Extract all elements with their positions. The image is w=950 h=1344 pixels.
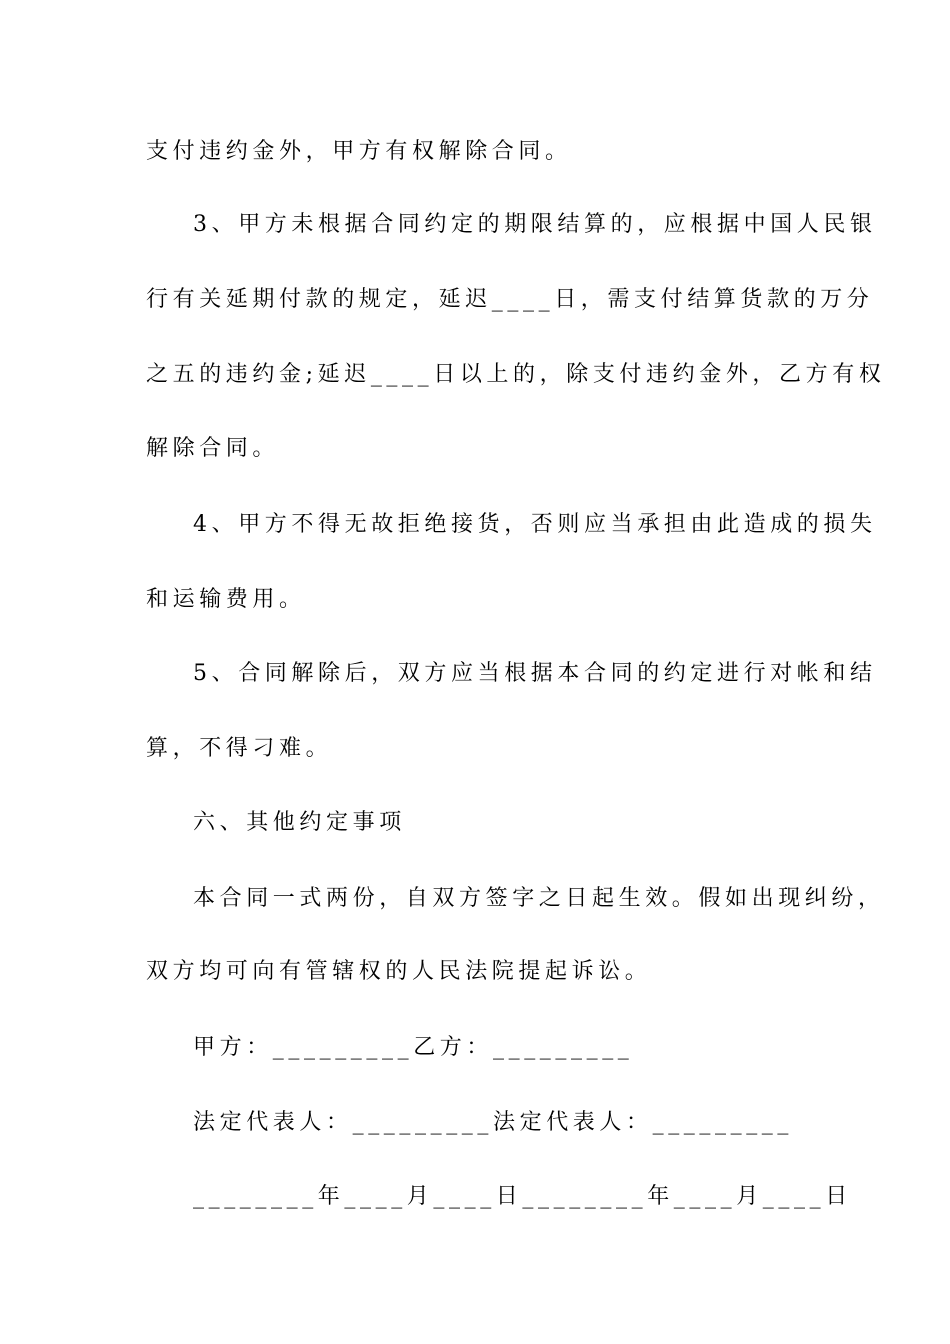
text-line-12: 双方均可向有管辖权的人民法院提起诉讼。 [146,959,652,984]
text-line-1: 支付违约金外，甲方有权解除合同。 [146,139,572,164]
text-line-8: 5、合同解除后，双方应当根据本合同的约定进行对帐和结 [193,661,877,686]
text-line-4: 之五的违约金;延迟____日以上的，除支付违约金外，乙方有权 [146,362,886,387]
section-heading: 六、其他约定事项 [193,810,406,835]
signature-date-line: ________年____月____日________年____月____日 [193,1184,852,1209]
text-line-11: 本合同一式两份，自双方签字之日起生效。假如出现纠纷， [193,886,885,911]
text-line-6: 4、甲方不得无故拒绝接货，否则应当承担由此造成的损失 [193,512,877,537]
legal-representative-line: 法定代表人：_________法定代表人：_________ [193,1110,794,1135]
text-line-5: 解除合同。 [146,436,280,461]
signature-parties-line: 甲方：_________乙方：_________ [193,1035,634,1060]
text-line-3: 行有关延期付款的规定，延迟____日，需支付结算货款的万分 [146,287,874,312]
text-line-9: 算，不得刁难。 [146,736,333,761]
text-line-2: 3、甲方未根据合同约定的期限结算的，应根据中国人民银 [193,212,877,237]
text-line-7: 和运输费用。 [146,587,306,612]
